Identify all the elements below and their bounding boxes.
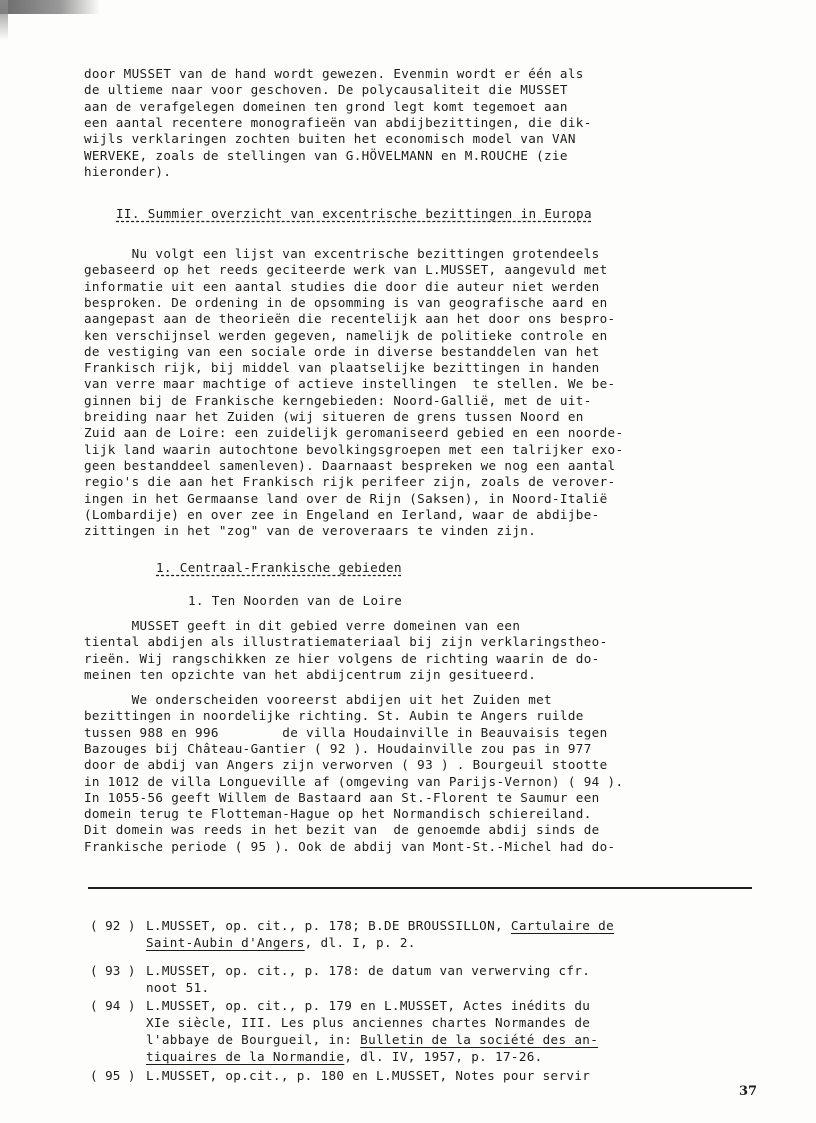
- paragraph-line: Frankische periode ( 95 ). Ook de abdij van Mont-St.-Michel had do-: [84, 838, 616, 854]
- paragraph-line: lijk land waarin autochtone bevolkingsgroepen met een talrijker exo-: [84, 441, 624, 457]
- footnote-line: [146, 980, 209, 996]
- footnote-text: noot 51.: [146, 980, 210, 995]
- footnote-line: [146, 1015, 590, 1031]
- footnote-number: ( 93 ): [90, 963, 136, 978]
- paragraph-line: de vestiging van een sociale orde in diverse bestanddelen van het: [84, 343, 600, 359]
- footnote-title: tiquaires de la Normandie: [146, 1049, 345, 1064]
- footnote-line: [146, 998, 590, 1014]
- body-line: de ultieme naar voor geschoven. De polycausaliteit die MUSSET: [84, 82, 568, 98]
- paragraph-line: ken verschijnsel werden gegeven, namelijk de politieke controle en: [84, 327, 608, 343]
- body-line: wijls verklaringen zochten buiten het economisch model van VAN: [84, 131, 576, 147]
- paragraph-line: ginnen bij de Frankische kerngebieden: Noord-Gallië, met de uit-: [84, 392, 592, 408]
- footnote-line: [146, 1049, 543, 1065]
- footnote-line: [146, 1032, 598, 1048]
- scan-edge-shadow: [0, 0, 8, 40]
- paragraph-line: besproken. De ordening in de opsomming is van geografische aard en: [84, 294, 608, 310]
- footnote-text: XIe siècle, III. Les plus anciennes chartes Normandes de: [146, 1015, 591, 1030]
- footnote-line: [146, 963, 590, 979]
- footnote-text: L.MUSSET, op. cit., p. 178; B.DE BROUSSILLON,: [146, 918, 511, 933]
- paragraph-line: Zuid aan de Loire: een zuidelijk geromaniseerd gebied en een noorde-: [84, 425, 624, 441]
- footnote-text: l'abbaye de Bourgueil, in:: [146, 1032, 361, 1047]
- body-line: hieronder).: [84, 163, 172, 179]
- paragraph-line: geen bestanddeel samenleven). Daarnaast bespreken we nog een aantal: [84, 457, 616, 473]
- paragraph-line: tussen 988 en 996 de villa Houdainville in Beauvaisis tegen: [84, 724, 608, 740]
- paragraph-line: zittingen in het "zog" van de veroveraars te vinden zijn.: [84, 523, 537, 539]
- footnote-number: ( 92 ): [90, 918, 136, 933]
- footnote-line: [146, 918, 614, 934]
- footnote-separator: [88, 887, 752, 889]
- paragraph-line: regio's die aan het Frankisch rijk perifeer zijn, zoals de verover-: [84, 474, 616, 490]
- paragraph-line: Nu volgt een lijst van excentrische bezittingen grotendeels: [84, 246, 600, 261]
- paragraph-line: bezittingen in noordelijke richting. St. Aubin te Angers ruilde: [84, 708, 584, 724]
- footnote-title: Saint-Aubin d'Angers: [146, 935, 305, 950]
- paragraph-line: Bazouges bij Château-Gantier ( 92 ). Houdainville zou pas in 977: [84, 740, 592, 756]
- footnote-title: Bulletin de la société des an-: [360, 1032, 599, 1047]
- body-line: aan de verafgelegen domeinen ten grond legt komt tegemoet aan: [84, 98, 568, 114]
- footnote-text: L.MUSSET, op. cit., p. 178: de datum van verwerving cfr.: [146, 963, 591, 978]
- scan-corner-shadow: [0, 0, 100, 14]
- paragraph-line: We onderscheiden vooreerst abdijen uit het Zuiden met: [84, 692, 552, 707]
- body-line: WERVEKE, zoals de stellingen van G.HÖVELMANN en M.ROUCHE (zie: [84, 147, 568, 163]
- footnote-text: L.MUSSET, op. cit., p. 179 en L.MUSSET, Actes inédits du: [146, 998, 591, 1013]
- paragraph-line: informatie uit een aantal studies die door die auteur niet werden: [84, 278, 600, 294]
- paragraph-line: ingen in het Germaanse land over de Rijn (Saksen), in Noord-Italië: [84, 490, 608, 506]
- paragraph-line: In 1055-56 geeft Willem de Bastaard aan St.-Florent te Saumur een: [84, 789, 600, 805]
- paragraph-line: domein terug te Flotteman-Hague op het Normandisch schiereiland.: [84, 806, 592, 822]
- body-line: door MUSSET van de hand wordt gewezen. Evenmin wordt er één als: [84, 66, 584, 81]
- paragraph-line: Frankisch rijk, bij middel van plaatselijke bezittingen in handen: [84, 360, 600, 376]
- subheading-centraal-frankisch: 1. Centraal-Frankische gebieden: [156, 560, 402, 575]
- paragraph-line: tiental abdijen als illustratiemateriaal bij zijn verklaringstheo-: [84, 634, 608, 650]
- footnote-text: L.MUSSET, op.cit., p. 180 en L.MUSSET, Notes pour servir: [146, 1068, 591, 1083]
- paragraph-line: gebaseerd op het reeds geciteerde werk van L.MUSSET, aangevuld met: [84, 262, 608, 278]
- paragraph-line: meinen ten opzichte van het abdijcentrum zijn gesitueerd.: [84, 666, 537, 682]
- paragraph-line: (Lombardije) en over zee in Engeland en Ierland, waar de abdijbe-: [84, 506, 600, 522]
- footnote-number: ( 94 ): [90, 998, 136, 1013]
- footnote-number: ( 95 ): [90, 1068, 136, 1083]
- paragraph-line: van verre maar machtige of actieve instellingen te stellen. We be-: [84, 376, 616, 392]
- paragraph-line: in 1012 de villa Longueville af (omgeving van Parijs-Vernon) ( 94 ).: [84, 773, 624, 789]
- footnote-text: , dl. I, p. 2.: [304, 935, 416, 950]
- footnote-title: Cartulaire de: [510, 918, 615, 933]
- paragraph-line: breiding naar het Zuiden (wij situeren de grens tussen Noord en: [84, 409, 584, 424]
- footnote-line: [146, 935, 416, 951]
- paragraph-line: door de abdij van Angers zijn verworven ( 93 ) . Bourgeuil stootte: [84, 757, 608, 773]
- page-number: 37: [739, 1084, 758, 1099]
- paragraph-line: rieën. Wij rangschikken ze hier volgens de richting waarin de do-: [84, 650, 600, 666]
- paragraph-line: aangepast aan de theorieën die recentelijk aan het door ons bespro-: [84, 311, 616, 327]
- body-line: een aantal recentere monografieën van abdijbezittingen, die dik-: [84, 114, 592, 130]
- paragraph-line: Dit domein was reeds in het bezit van de genoemde abdij sinds de: [84, 822, 600, 838]
- footnote-line: [146, 1068, 590, 1084]
- footnote-text: , dl. IV, 1957, p. 17-26.: [344, 1049, 543, 1064]
- subheading-ten-noorden: 1. Ten Noorden van de Loire: [188, 593, 403, 608]
- paragraph-line: MUSSET geeft in dit gebied verre domeinen van een: [84, 618, 521, 633]
- section-heading: II. Summier overzicht van excentrische bezittingen in Europa: [116, 206, 592, 221]
